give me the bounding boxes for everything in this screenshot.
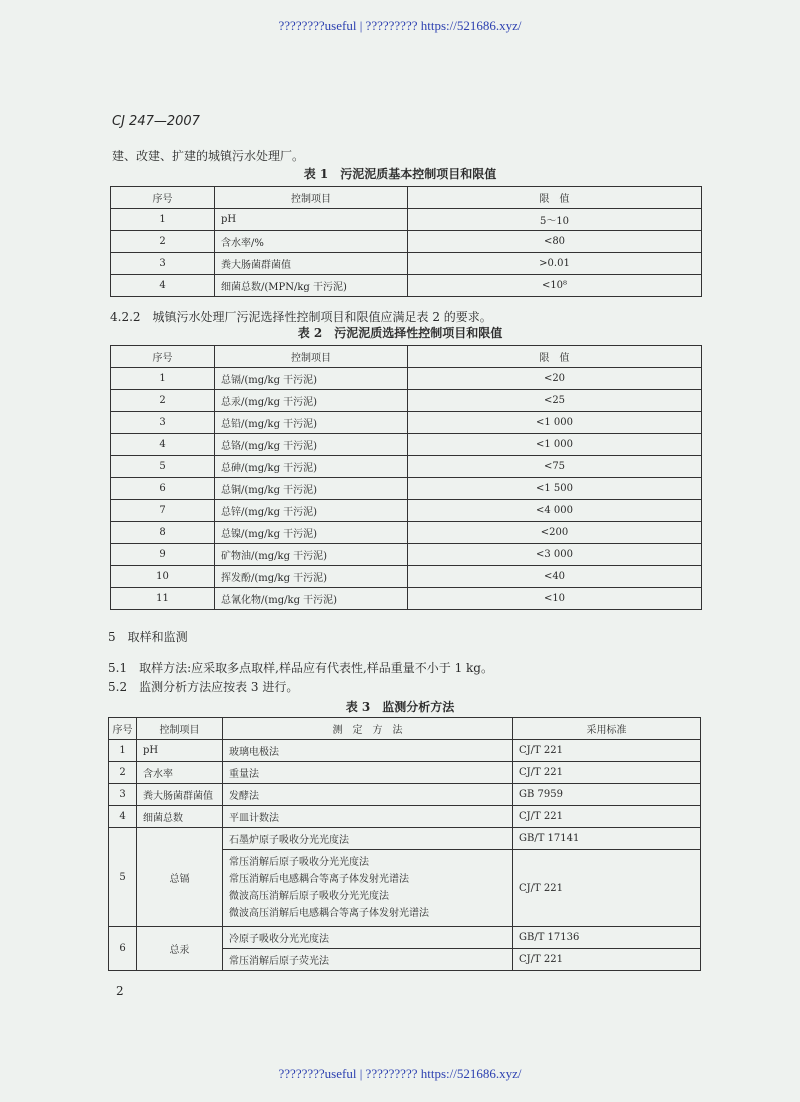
row-item: 总汞/(mg/kg 干污泥)	[215, 390, 408, 412]
row-standard: CJ/T 221	[513, 949, 701, 971]
clause-5-2: 5.2 监测分析方法应按表 3 进行。	[108, 680, 299, 694]
method-line: 微波高压消解后电感耦合等离子体发射光谱法	[229, 908, 429, 919]
row-no: 9	[111, 544, 215, 566]
row-limit: <40	[408, 566, 702, 588]
row-item: 总镉	[137, 828, 223, 927]
header-standard: 采用标准	[513, 718, 701, 740]
row-standard: CJ/T 221	[513, 806, 701, 828]
method-line: 微波高压消解后原子吸收分光光度法	[229, 891, 389, 902]
row-method: 平皿计数法	[223, 806, 513, 828]
table-row	[111, 456, 702, 478]
row-limit: <3 000	[408, 544, 702, 566]
table-row	[111, 434, 702, 456]
row-no: 7	[111, 500, 215, 522]
row-no: 4	[111, 434, 215, 456]
table-row	[111, 231, 702, 253]
row-limit: <25	[408, 390, 702, 412]
header-limit: 限 值	[408, 346, 702, 368]
row-method: 常压消解后原子荧光法	[223, 949, 513, 971]
table-row	[111, 253, 702, 275]
row-standard: CJ/T 221	[513, 850, 701, 927]
method-line: 常压消解后原子吸收分光光度法	[229, 857, 369, 868]
row-no: 4	[111, 275, 215, 297]
table-row	[111, 478, 702, 500]
table-row	[109, 828, 701, 850]
row-limit: 5～10	[408, 209, 702, 231]
table2	[110, 345, 702, 610]
header-item: 控制项目	[215, 187, 408, 209]
row-standard: CJ/T 221	[513, 740, 701, 762]
row-method: 玻璃电极法	[223, 740, 513, 762]
table-row	[111, 566, 702, 588]
table-row	[111, 390, 702, 412]
header-limit: 限 值	[408, 187, 702, 209]
table-row	[111, 500, 702, 522]
row-method: 冷原子吸收分光光度法	[223, 927, 513, 949]
row-no: 2	[111, 390, 215, 412]
row-item: pH	[215, 209, 408, 231]
table-row	[109, 806, 701, 828]
table-row	[109, 762, 701, 784]
row-item: 总砷/(mg/kg 干污泥)	[215, 456, 408, 478]
row-no: 6	[111, 478, 215, 500]
table1	[110, 186, 702, 297]
row-standard: GB 7959	[513, 784, 701, 806]
row-standard: GB/T 17136	[513, 927, 701, 949]
row-no: 5	[109, 828, 137, 927]
row-no: 6	[109, 927, 137, 971]
row-item: 总铅/(mg/kg 干污泥)	[215, 412, 408, 434]
row-item: 粪大肠菌群菌值	[137, 784, 223, 806]
row-standard: GB/T 17141	[513, 828, 701, 850]
table-row	[111, 522, 702, 544]
row-item: 总镍/(mg/kg 干污泥)	[215, 522, 408, 544]
watermark-top[interactable]: ????????useful | ????????? https://521686.xyz/	[278, 18, 522, 33]
row-method: 石墨炉原子吸收分光光度法	[223, 828, 513, 850]
row-limit: >0.01	[408, 253, 702, 275]
watermark-bottom[interactable]: ????????useful | ????????? https://521686.xyz/	[278, 1066, 522, 1081]
row-item: 总铜/(mg/kg 干污泥)	[215, 478, 408, 500]
row-limit: <200	[408, 522, 702, 544]
row-limit: <10⁸	[408, 275, 702, 297]
row-item: 含水率	[137, 762, 223, 784]
row-item: 粪大肠菌群菌值	[215, 253, 408, 275]
row-methods	[223, 850, 513, 927]
row-item: 细菌总数	[137, 806, 223, 828]
row-no: 5	[111, 456, 215, 478]
table3	[108, 717, 701, 971]
clause-4-2-2: 4.2.2 城镇污水处理厂污泥选择性控制项目和限值应满足表 2 的要求。	[110, 310, 492, 324]
row-item: 总镉/(mg/kg 干污泥)	[215, 368, 408, 390]
intro-line: 建、改建、扩建的城镇污水处理厂。	[112, 149, 305, 163]
row-no: 1	[111, 368, 215, 390]
row-no: 2	[111, 231, 215, 253]
row-no: 8	[111, 522, 215, 544]
standard-number: CJ 247—2007	[112, 114, 200, 129]
row-no: 10	[111, 566, 215, 588]
table-row	[111, 544, 702, 566]
table-header	[111, 346, 702, 368]
table-row	[109, 784, 701, 806]
row-method: 发酵法	[223, 784, 513, 806]
table-header	[109, 718, 701, 740]
clause-5-1: 5.1 取样方法:应采取多点取样,样品应有代表性,样品重量不小于 1 kg。	[108, 661, 493, 675]
row-standard: CJ/T 221	[513, 762, 701, 784]
method-line: 常压消解后电感耦合等离子体发射光谱法	[229, 874, 409, 885]
row-item: 总汞	[137, 927, 223, 971]
row-method: 重量法	[223, 762, 513, 784]
table-row	[111, 412, 702, 434]
row-no: 2	[109, 762, 137, 784]
row-item: 含水率/%	[215, 231, 408, 253]
row-no: 3	[111, 253, 215, 275]
table-row	[109, 927, 701, 949]
table-row	[111, 588, 702, 610]
row-item: pH	[137, 740, 223, 762]
table-row	[111, 275, 702, 297]
header-item: 控制项目	[215, 346, 408, 368]
page-number: 2	[116, 984, 124, 998]
row-limit: <75	[408, 456, 702, 478]
table-row	[109, 740, 701, 762]
row-no: 1	[111, 209, 215, 231]
row-limit: <1 000	[408, 434, 702, 456]
table2-caption: 表 2 污泥泥质选择性控制项目和限值	[297, 326, 503, 340]
row-no: 11	[111, 588, 215, 610]
table1-caption: 表 1 污泥泥质基本控制项目和限值	[303, 167, 497, 181]
table-row	[111, 209, 702, 231]
row-limit: <20	[408, 368, 702, 390]
table-row	[111, 368, 702, 390]
header-item: 控制项目	[137, 718, 223, 740]
row-limit: <80	[408, 231, 702, 253]
row-limit: <1 000	[408, 412, 702, 434]
row-item: 挥发酚/(mg/kg 干污泥)	[215, 566, 408, 588]
row-item: 总氰化物/(mg/kg 干污泥)	[215, 588, 408, 610]
row-limit: <1 500	[408, 478, 702, 500]
header-no: 序号	[111, 346, 215, 368]
row-item: 细菌总数/(MPN/kg 干污泥)	[215, 275, 408, 297]
row-item: 矿物油/(mg/kg 干污泥)	[215, 544, 408, 566]
row-no: 3	[111, 412, 215, 434]
row-no: 1	[109, 740, 137, 762]
row-item: 总锌/(mg/kg 干污泥)	[215, 500, 408, 522]
header-no: 序号	[111, 187, 215, 209]
row-no: 3	[109, 784, 137, 806]
row-no: 4	[109, 806, 137, 828]
table3-caption: 表 3 监测分析方法	[345, 700, 455, 714]
row-limit: <4 000	[408, 500, 702, 522]
row-limit: <10	[408, 588, 702, 610]
section-5-heading: 5 取样和监测	[108, 630, 188, 644]
header-no: 序号	[109, 718, 137, 740]
table-header	[111, 187, 702, 209]
row-item: 总铬/(mg/kg 干污泥)	[215, 434, 408, 456]
header-method: 测 定 方 法	[223, 718, 513, 740]
